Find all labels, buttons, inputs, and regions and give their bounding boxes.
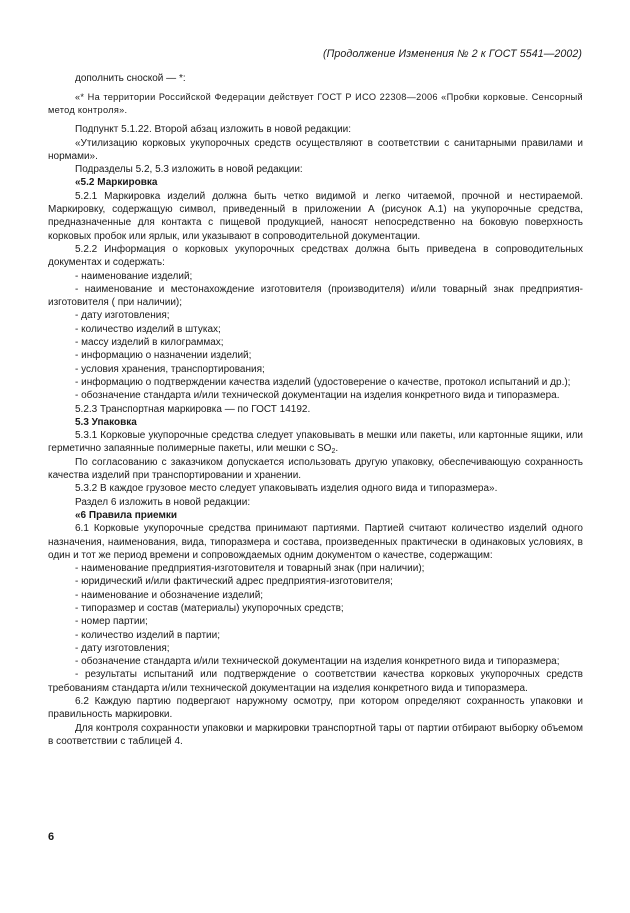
paragraph-subclause: Подпункт 5.1.22. Второй абзац изложить в новой редакции: [75,124,352,136]
list-item: - результаты испытаний или подтверждение о соответствии качества корковых укупорочных средств требованиям стандарта и/или технической документации на изделия конкретного вида и типоразмера. [48,669,583,694]
list-item: - юридический и/или фактический адрес предприятия-изготовителя; [75,576,393,588]
paragraph-section-6: Раздел 6 изложить в новой редакции: [75,496,251,508]
list-item: - наименование и местонахождение изготовителя (производителя) и/или товарный знак предприятия-изготовителя ( при наличии); [48,283,583,309]
list-item: - наименование предприятия-изготовителя и товарный знак (при наличии); [75,563,425,575]
paragraph-5-3-1-text: 5.3.1 Корковые укупорочные средства следует упаковывать в мешки или пакеты, или картонные ящики, или герметично запаянные полимерные пакеты, или мешки с SO [48,430,583,455]
paragraph-utilization: «Утилизацию корковых укупорочных средств осуществляют в соответствии с санитарными правилами и нормами». [48,137,583,162]
subscript-2: 2 [331,448,336,456]
paragraph-agreement: По согласованию с заказчиком допускается использовать другую упаковку, обеспечивающую сохранность качества изделий при транспортировании и хранении. [48,456,583,482]
list-item: - номер партии; [75,616,148,628]
list-item: - типоразмер и состав (материалы) укупорочных средств; [75,602,344,614]
heading-5-2: «5.2 Маркировка [75,177,158,189]
list-item: - массу изделий в килограммах; [75,337,224,349]
list-item: - дату изготовления; [75,310,170,322]
list-item: - условия хранения, транспортирования; [75,363,265,375]
paragraph-5-3-2: 5.3.2 В каждое грузовое место следует упаковывать изделия одного вида и типоразмера». [75,483,498,495]
list-item: - количество изделий в партии; [75,629,220,641]
list-item: - наименование и обозначение изделий; [75,589,264,601]
paragraph-5-3-1 [48,429,583,456]
paragraph-subsections: Подразделы 5.2, 5.3 изложить в новой редакции: [75,164,303,176]
paragraph-footnote-intro: дополнить сноской — *: [75,73,186,84]
paragraph-control: Для контроля сохранности упаковки и маркировки транспортной тары от партии отбирают выборку объемом в соответствии с таблицей 4. [48,722,583,747]
list-item: - информацию о подтверждении качества изделий (удостоверение о качестве, протокол испытаний и др.); [75,376,571,388]
paragraph-5-3-1-end: . [335,443,339,455]
paragraph-6-2: 6.2 Каждую партию подвергают наружному осмотру, при котором определяют сохранность упаковки и правильность маркировки. [48,696,583,721]
paragraph-5-2-1: 5.2.1 Маркировка изделий должна быть четко видимой и легко читаемой, прочной и нестираемой. Маркировку, содержащую символ, приведенный в приложении А (рисунок А.1) на укупорочные средства, предназначенные для контакта с пищевой продукцией, наносят непосредственно на боковую поверхность корковых пробок или ярлык, или указывают в сопроводительной документации. [48,190,583,242]
list-item: - обозначение стандарта и/или технической документации на изделия конкретного вида и типоразмера; [75,656,560,668]
paragraph-5-2-3: 5.2.3 Транспортная маркировка — по ГОСТ 14192. [75,403,311,415]
list-item: - количество изделий в штуках; [75,323,221,335]
list-item: - наименование изделий; [75,270,193,282]
heading-6: «6 Правила приемки [75,509,178,521]
page-number: 6 [48,831,55,843]
footnote: «* На территории Российской Федерации действует ГОСТ Р ИСО 22308—2006 «Пробки корковые. Сенсорный метод контроля». [48,92,583,116]
page-header: (Продолжение Изменения № 2 к ГОСТ 5541—2002) [322,48,582,60]
paragraph-6-1: 6.1 Корковые укупорочные средства принимают партиями. Партией считают количество изделий одного назначения, наименования, вида, типоразмера и состава, произведенных практически в одинаковых условиях, в один и тот же период времени и сопровождаемых одним документом о качестве, содержащим: [48,523,583,561]
list-5-2-2 [48,270,583,403]
list-item: - обозначение стандарта и/или технической документации на изделия конкретного вида и типоразмера. [75,390,560,402]
paragraph-5-2-2: 5.2.2 Информация о корковых укупорочных средствах должна быть приведена в сопроводительных документах и содержать: [48,243,583,269]
list-item: - дату изготовления; [75,642,170,654]
heading-5-3: 5.3 Упаковка [75,416,137,428]
list-6-1 [48,562,583,695]
document-body [48,72,583,748]
list-item: - информацию о назначении изделий; [75,350,252,362]
